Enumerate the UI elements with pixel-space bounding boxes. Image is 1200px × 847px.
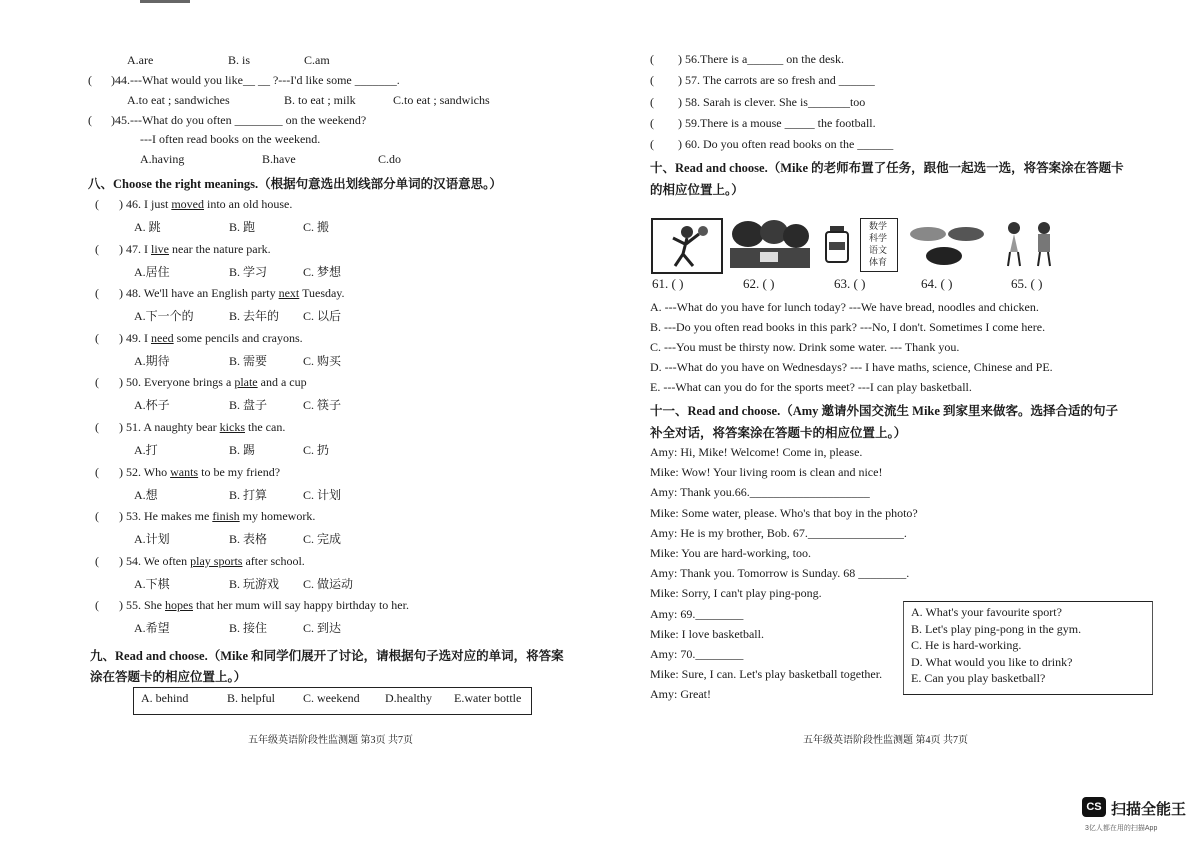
fill-sentence: ) 58. Sarah is clever. She is_______too xyxy=(678,94,866,109)
dialogue-line: Amy: Great! xyxy=(650,687,711,702)
basketball-player-icon xyxy=(653,220,721,272)
answer-option: B. 接住 xyxy=(229,621,268,636)
q45-option-a: A.having xyxy=(140,152,185,166)
question-sentence xyxy=(119,554,305,569)
answer-option: B. 玩游戏 xyxy=(229,576,280,591)
answer-option: A.杯子 xyxy=(134,398,170,413)
picture-two-children xyxy=(996,218,1066,270)
word-bank-d: D.healthy xyxy=(385,691,432,705)
children-icon xyxy=(996,218,1066,270)
fill-paren: ( xyxy=(650,73,654,88)
fill-sentence: ) 60. Do you often read books on the ______ xyxy=(678,137,894,152)
fill-paren: ( xyxy=(650,115,654,130)
question-rest-text: into an old house. xyxy=(207,197,293,211)
water-bottle-icon xyxy=(822,218,852,270)
underlined-word: kicks xyxy=(219,420,245,434)
question-number-text: ) 52. Who xyxy=(119,464,168,479)
question-paren: ( xyxy=(95,598,99,613)
fill-sentence: ) 57. The carrots are so fresh and ______ xyxy=(678,73,875,88)
question-number-text: ) 47. I xyxy=(119,241,148,256)
dialogue-line: Amy: 69.________ xyxy=(650,606,744,621)
answer-option: A.下棋 xyxy=(134,576,170,591)
dialogue-line: Amy: Thank you.66.____________________ xyxy=(650,485,870,500)
question-rest-text: after school. xyxy=(245,553,305,568)
picture-lunch-food xyxy=(906,218,986,270)
dialogue-line: Mike: Sure, I can. Let's play basketball together. xyxy=(650,667,883,682)
dialogue-line: Mike: Sorry, I can't play ping-pong. xyxy=(650,586,822,601)
answer-option: C. 做运动 xyxy=(303,576,354,591)
question-paren: ( xyxy=(95,375,99,390)
section-10-title-line2: 的相应位置上。） xyxy=(650,183,744,197)
answer-option: B. 盘子 xyxy=(229,398,268,413)
question-sentence xyxy=(119,242,271,257)
question-number-text: ) 53. He makes me xyxy=(119,509,210,524)
q45-option-b: B.have xyxy=(262,152,296,166)
camscanner-name: 扫描全能王 xyxy=(1111,801,1187,818)
question-rest-text: that her mum will say happy birthday to her. xyxy=(196,598,409,613)
question-rest-text: and a cup xyxy=(260,375,307,390)
section-10-option: C. ---You must be thirsty now. Drink some water. --- Thank you. xyxy=(650,340,960,354)
dialogue-line: Amy: Hi, Mike! Welcome! Come in, please. xyxy=(650,445,863,459)
underlined-word: moved xyxy=(171,197,205,211)
underlined-word: plate xyxy=(234,375,258,390)
question-rest-text: some pencils and crayons. xyxy=(176,330,303,345)
picture-subject-card xyxy=(860,218,898,272)
question-paren: ( xyxy=(95,553,99,568)
word-bank-a: A. behind xyxy=(141,691,189,705)
sentence-option: E. Can you play basketball? xyxy=(911,671,1046,685)
underlined-word: play sports xyxy=(190,553,243,568)
subject-chinese: 语文 xyxy=(869,246,888,256)
section-10-option: A. ---What do you have for lunch today? ---We have bread, noodles and chicken. xyxy=(650,300,1039,314)
dialogue-line: Mike: You are hard-working, too. xyxy=(650,546,811,560)
section-10-option: E. ---What can you do for the sports meet? ---I can play basketball. xyxy=(650,380,972,394)
question-paren: ( xyxy=(95,509,99,524)
question-paren: ( xyxy=(95,464,99,479)
question-sentence xyxy=(119,598,409,613)
answer-option: A.下一个的 xyxy=(134,309,194,324)
subject-science: 科学 xyxy=(869,234,888,244)
q44-question: )44.---What would you like__ __ ?---I'd like some _______. xyxy=(111,73,400,87)
question-rest-text: my homework. xyxy=(242,509,316,524)
dialogue-line: Amy: 70.________ xyxy=(650,647,744,661)
sentence-option: B. Let's play ping-pong in the gym. xyxy=(911,621,1082,636)
question-sentence xyxy=(119,420,285,435)
fill-paren: ( xyxy=(650,52,654,66)
answer-option: C. 购买 xyxy=(303,353,342,368)
q45-paren: ( xyxy=(88,113,92,127)
answer-option: A.想 xyxy=(134,487,158,502)
answer-option: B. 打算 xyxy=(229,487,268,502)
question-rest-text: to be my friend? xyxy=(201,464,281,479)
section-9-title-line1: 九、Read and choose.（Mike 和同学们展开了讨论，请根据句子选对应的单词，将答案 xyxy=(90,649,564,663)
q45-question: )45.---What do you often ________ on the weekend? xyxy=(111,113,367,127)
dialogue-line: Mike: I love basketball. xyxy=(650,626,764,641)
question-sentence xyxy=(119,331,303,346)
q44-option-b: B. to eat ; milk xyxy=(284,93,356,107)
answer-option: B. 去年的 xyxy=(229,309,280,324)
subject-math: 数学 xyxy=(869,222,888,232)
q43-option-a: A.are xyxy=(127,53,154,67)
section-11-title-line2: 补全对话，将答案涂在答题卡的相应位置上。） xyxy=(650,426,907,440)
question-number-text: ) 51. A naughty bear xyxy=(119,420,217,434)
fill-sentence: ) 56.There is a______ on the desk. xyxy=(678,52,844,66)
fill-paren: ( xyxy=(650,94,654,109)
answer-option: B. 需要 xyxy=(229,353,268,368)
answer-option: A.希望 xyxy=(134,621,170,636)
section-11-title-line1: 十一、Read and choose.（Amy 邀请外国交流生 Mike 到家里来做客。选择合适的句子 xyxy=(650,404,1119,418)
word-bank-b: B. helpful xyxy=(227,691,275,705)
question-number-text: ) 48. We'll have an English party xyxy=(119,286,276,301)
sentence-option: C. He is hard-working. xyxy=(911,638,1022,652)
question-sentence xyxy=(119,197,292,212)
question-number-text: ) 46. I just xyxy=(119,197,169,211)
q44-paren: ( xyxy=(88,73,92,87)
section-10-option: B. ---Do you often read books in this park? ---No, I don't. Sometimes I come here. xyxy=(650,320,1046,334)
subject-pe: 体育 xyxy=(869,258,888,268)
answer-option: A.期待 xyxy=(134,353,170,368)
sentence-option: D. What would you like to drink? xyxy=(911,654,1073,669)
question-sentence xyxy=(119,375,307,390)
underlined-word: finish xyxy=(212,509,240,524)
answer-option: B. 跑 xyxy=(229,220,256,234)
picture-label-63: 63. ( ) xyxy=(834,276,866,291)
answer-option: A.计划 xyxy=(134,532,170,547)
question-paren: ( xyxy=(95,420,99,434)
underlined-word: next xyxy=(278,286,300,301)
picture-label-65: 65. ( ) xyxy=(1011,276,1043,291)
dialogue-line: Amy: Thank you. Tomorrow is Sunday. 68 ________. xyxy=(650,566,910,581)
q45-option-c: C.do xyxy=(378,152,402,166)
picture-water-bottle xyxy=(822,218,852,270)
underlined-word: live xyxy=(151,241,169,256)
fill-sentence: ) 59.There is a mouse _____ the football. xyxy=(678,115,876,130)
underlined-word: need xyxy=(151,330,174,345)
question-sentence xyxy=(119,509,315,524)
answer-option: B. 表格 xyxy=(229,532,268,547)
picture-park-reading xyxy=(730,218,810,270)
q44-option-a: A.to eat ; sandwiches xyxy=(127,93,230,107)
question-paren: ( xyxy=(95,197,99,211)
answer-option: C. 扔 xyxy=(303,443,330,457)
question-rest-text: Tuesday. xyxy=(302,286,345,301)
answer-option: A.居住 xyxy=(134,264,170,279)
answer-option: C. 搬 xyxy=(303,220,330,234)
dialogue-line: Mike: Some water, please. Who's that boy in the photo? xyxy=(650,505,918,520)
underlined-word: wants xyxy=(170,464,199,479)
dialogue-line: Mike: Wow! Your living room is clean and nice! xyxy=(650,465,883,480)
word-bank-c: C. weekend xyxy=(303,691,360,705)
answer-option: C. 到达 xyxy=(303,621,342,636)
question-number-text: ) 55. She xyxy=(119,598,162,613)
picture-label-61: 61. ( ) xyxy=(652,276,684,291)
question-sentence xyxy=(119,465,280,480)
scan-mark xyxy=(140,0,190,3)
q43-option-c: C.am xyxy=(304,53,330,67)
right-page-footer: 五年级英语阶段性监测题 第4页 共7页 xyxy=(803,735,968,746)
q45-answer-line: ---I often read books on the weekend. xyxy=(140,132,321,146)
answer-option: B. 踢 xyxy=(229,443,256,457)
q44-option-c: C.to eat ; sandwichs xyxy=(393,93,490,107)
sentence-options-box-bottom xyxy=(903,694,1153,695)
picture-label-64: 64. ( ) xyxy=(921,276,953,291)
park-trees-icon xyxy=(730,218,810,270)
answer-option: B. 学习 xyxy=(229,264,268,279)
picture-basketball-player xyxy=(651,218,723,274)
food-icon xyxy=(906,218,986,270)
picture-label-62: 62. ( ) xyxy=(743,276,775,291)
question-number-text: ) 49. I xyxy=(119,330,148,345)
left-page-footer: 五年级英语阶段性监测题 第3页 共7页 xyxy=(248,735,413,746)
section-10-title-line1: 十、Read and choose.（Mike 的老师布置了任务，跟他一起选一选，将答案涂在答题卡 xyxy=(650,161,1124,175)
answer-option: C. 筷子 xyxy=(303,398,342,413)
answer-option: C. 以后 xyxy=(303,309,342,324)
q43-option-b: B. is xyxy=(228,53,251,67)
answer-option: C. 计划 xyxy=(303,487,342,502)
answer-option: A.打 xyxy=(134,443,158,457)
underlined-word: hopes xyxy=(165,598,193,613)
fill-paren: ( xyxy=(650,137,654,152)
sentence-option: A. What's your favourite sport? xyxy=(911,605,1062,619)
question-paren: ( xyxy=(95,241,99,256)
section-10-option: D. ---What do you have on Wednesdays? --- I have maths, science, Chinese and PE. xyxy=(650,360,1053,374)
question-sentence xyxy=(119,286,345,301)
section-9-title-line2: 涂在答题卡的相应位置上。） xyxy=(90,670,247,684)
camscanner-logo-icon: CS xyxy=(1082,797,1106,817)
question-rest-text: the can. xyxy=(248,420,286,434)
question-number-text: ) 50. Everyone brings a xyxy=(119,375,232,390)
question-rest-text: near the nature park. xyxy=(172,241,271,256)
camscanner-tagline: 3亿人都在用的扫描App xyxy=(1085,825,1158,832)
answer-option: A. 跳 xyxy=(134,220,161,234)
question-paren: ( xyxy=(95,330,99,345)
word-bank-e: E.water bottle xyxy=(454,691,522,705)
answer-option: C. 梦想 xyxy=(303,264,342,279)
dialogue-line: Amy: He is my brother, Bob. 67.________________. xyxy=(650,525,907,540)
answer-option: C. 完成 xyxy=(303,532,342,547)
question-number-text: ) 54. We often xyxy=(119,553,188,568)
question-paren: ( xyxy=(95,286,99,301)
section-8-title: 八、Choose the right meanings.（根据句意选出划线部分单词的汉语意思。） xyxy=(88,177,502,191)
